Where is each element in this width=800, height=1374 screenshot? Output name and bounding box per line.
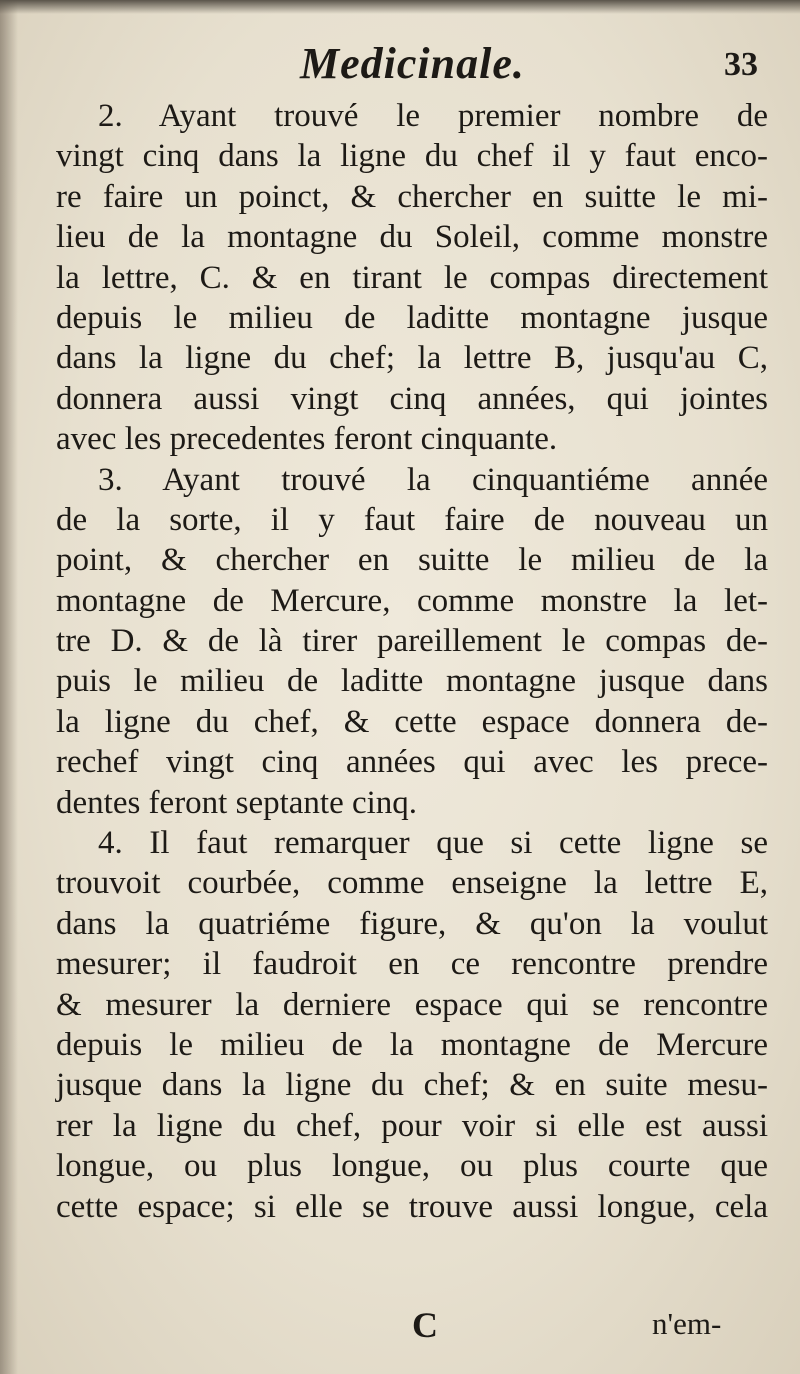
text-line: trouvoit courbée, comme enseigne la lettre E, <box>56 865 768 902</box>
text-line: la ligne du chef, & cette espace donnera de- <box>56 703 768 740</box>
text-line: dans la ligne du chef; la lettre B, jusqu'au C, <box>56 340 768 377</box>
text-line: depuis le milieu de laditte montagne jusque <box>56 299 768 336</box>
catchword: n'em- <box>652 1306 722 1341</box>
text-line: puis le milieu de laditte montagne jusque dans <box>56 663 768 700</box>
text-line: re faire un poinct, & chercher en suitte le mi- <box>56 178 768 215</box>
text-line: la lettre, C. & en tirant le compas directement <box>56 259 768 296</box>
text-line: jusque dans la ligne du chef; & en suite mesu- <box>56 1067 768 1104</box>
text-line: donnera aussi vingt cinq années, qui jointes <box>56 380 768 417</box>
text-line: 3. Ayant trouvé la cinquantiéme année <box>98 461 768 498</box>
text-line: montagne de Mercure, comme monstre la let- <box>56 582 768 619</box>
text-line: & mesurer la derniere espace qui se rencontre <box>56 986 768 1023</box>
text-line: vingt cinq dans la ligne du chef il y faut enco- <box>56 138 768 175</box>
text-line: rer la ligne du chef, pour voir si elle est aussi <box>56 1107 768 1144</box>
text-line: de la sorte, il y faut faire de nouveau un <box>56 501 768 538</box>
text-line: point, & chercher en suitte le milieu de la <box>56 542 768 579</box>
text-line: cette espace; si elle se trouve aussi longue, cela <box>56 1188 768 1225</box>
text-line: depuis le milieu de la montagne de Mercure <box>56 1026 768 1063</box>
text-line: longue, ou plus longue, ou plus courte que <box>56 1148 768 1185</box>
body-text <box>56 96 768 1227</box>
page-footer <box>0 1304 800 1348</box>
page-header <box>0 38 800 98</box>
text-line: dentes feront septante cinq. <box>56 784 418 821</box>
text-line: rechef vingt cinq années qui avec les prece- <box>56 744 768 781</box>
page-shadow-top <box>0 0 800 14</box>
text-line: mesurer; il faudroit en ce rencontre prendre <box>56 946 768 983</box>
text-line: tre D. & de là tirer pareillement le compas de- <box>56 623 768 660</box>
page-shadow-left <box>0 0 18 1374</box>
text-line: dans la quatriéme figure, & qu'on la voulut <box>56 905 768 942</box>
text-line: 2. Ayant trouvé le premier nombre de <box>98 98 768 134</box>
signature-mark: C <box>412 1305 438 1345</box>
text-line: avec les precedentes feront cinquante. <box>56 421 558 458</box>
page-number: 33 <box>724 46 758 83</box>
text-line: 4. Il faut remarquer que si cette ligne se <box>98 825 768 862</box>
text-line: lieu de la montagne du Soleil, comme monstre <box>56 219 768 256</box>
running-title: Medicinale. <box>300 39 525 88</box>
